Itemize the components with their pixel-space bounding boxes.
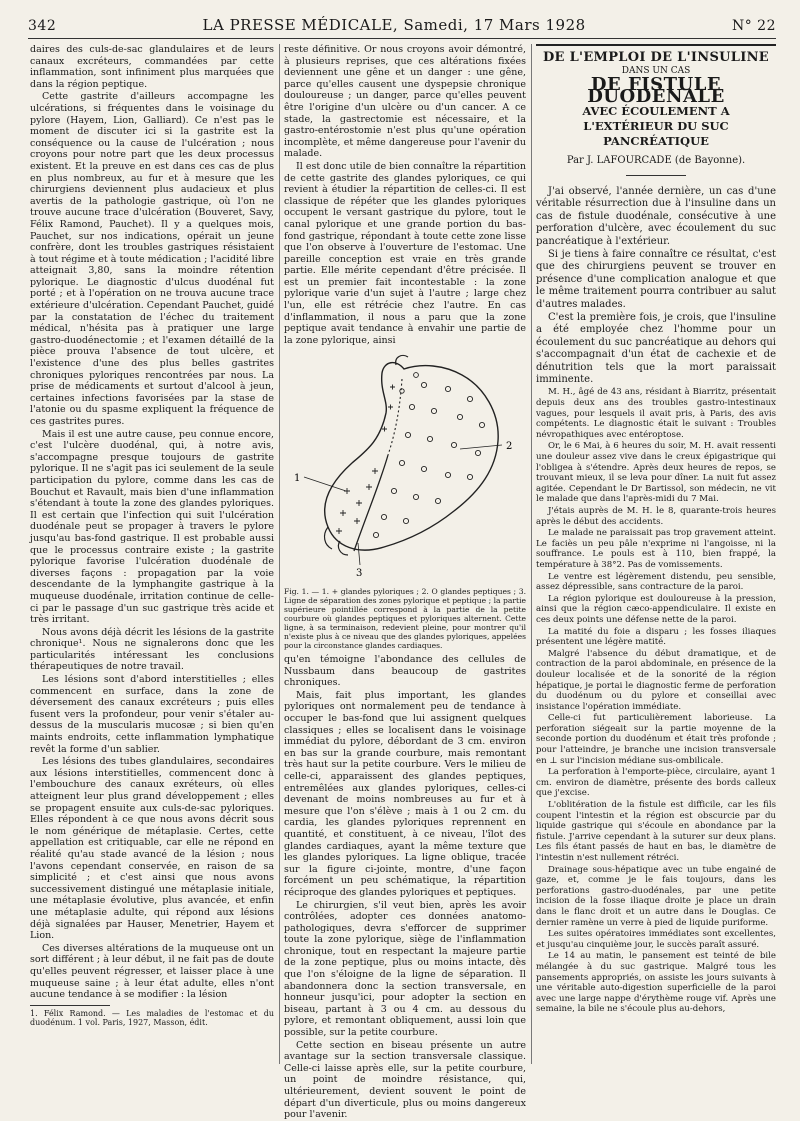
paragraph: Or, le 6 Mai, à 6 heures du soir, M. H. avait ressenti une douleur assez vive dans le creux épigastrique qui l'obligea à s'étendre. Après deux heures de repos, se trouvant mieux, il se leva pour dîner. La nuit fut assez agitée. Cependant le Dr Bartissol, son médecin, ne vit le malade que dans l'après-midi du 7 Mai. <box>536 441 776 505</box>
paragraph: Cette gastrite d'ailleurs accompagne les ulcérations, si fréquentes dans le voisinage du pylore (Hayem, Lion, Galliard). Ce n'est pas le moment de discuter ici si la gastrite est la conséquence ou la cause de l'ulcération ; nous croyons pour notre part que les deux processus existent. Et la preuve en est dans ces cas de plus en plus nombreux, au fur et à mesure que les chirurgiens deviennent plus audacieux et plus avertis de la pathologie gastrique, où l'on ne trouve aucune trace d'ulcération (Bouveret, Savy, Félix Ramond, Pauchet). Il y a quelques mois, Pauchet, sur nos indications, opérait un jeune confrère, dont les troubles gastriques résistaient à tout régime et à toute médication ; l'acidité libre atteignait 3,80, sans la moindre rétention pylorique. Le diagnostic d'ulcus duodénal fut porté ; et à l'opération on ne trouva aucune trace extérieure d'ulcération. Cependant Pauchet, guidé par la constatation de l'échec du traitement médical, n'hésita pas à pratiquer une large gastro-duodénectomie ; et l'examen détaillé de la pièce prouva l'absence de tout ulcère, et l'existence d'une des plus belles gastrites chroniques pyloriques rencontrées par nous. La prise de médicaments et surtout d'alcool à jeun, certaines infections favorisées par la stase de l'atonie ou du spasme expliquent la fréquence de ces gastrites pures. <box>30 91 274 427</box>
figure-label-3: 3 <box>356 568 363 580</box>
paragraph: Le malade ne paraissait pas trop gravement atteint. Le faciès un peu pâle n'exprime ni l'angoisse, ni la souffrance. Le pouls est à 110, bien frappé, la température à 38°2. Pas de vomissements. <box>536 528 776 570</box>
column-2 <box>284 44 526 1121</box>
article-subtitle: AVEC ÉCOULEMENT A L'EXTÉRIEUR DU SUC PANCRÉATIQUE <box>582 104 730 149</box>
paragraph: Mais il est une autre cause, peu connue encore, c'est l'ulcère duodénal, qui, à notre avis, s'accompagne presque toujours de gastrite pylorique. Il ne s'agit pas ici seulement de la seule participation du pylore, comme dans les cas de Bouchut et Ravault, mais bien d'une inflammation s'étendant à toute la zone des glandes pyloriques. Il est certain que l'infection qui suit l'ulcération duodénale peut se propager à travers le pylore jusqu'au bas-fond gastrique. Il est probable aussi que le processus contraire existe ; la gastrite pylorique favorise l'ulcération duodénale de diverses façons : propagation par la voie descendante de la lymphangite gastrique à la muqueuse duodénale, irritation continue de celle-ci par le passage d'un suc gastrique très acide et très irritant. <box>30 428 274 626</box>
paragraph: Il est donc utile de bien connaître la répartition de cette gastrite des glandes pyloriques, ce qui revient à étudier la répartition de celles-ci. Il est classique de répéter que les glandes pyloriques occupent le versant gastrique du pylore, tout le canal pylorique et une grande portion du bas-fond gastrique, répondant à toute cette zone lisse que l'on observe à l'ouverture de l'estomac. Une pareille conception est vraie en très grande partie. Elle mérite cependant d'être précisée. Il est un premier fait incontestable : la zone pylorique varie d'un sujet à l'autre ; large chez l'un, elle est rétrécie chez l'autre. En cas d'inflammation, il nous a paru que la zone peptique avait tendance à envahir une partie de la zone pylorique, ainsi <box>284 160 526 346</box>
paragraph: daires des culs-de-sac glandulaires et de leurs canaux excréteurs, commandées par cette inflammation, sont infiniment plus marquées que dans la région peptique. <box>30 44 274 90</box>
paragraph: La perforation à l'emporte-pièce, circulaire, ayant 1 cm. environ de diamètre, présente des bords calleux que j'excise. <box>536 767 776 799</box>
paragraph: Cette section en biseau présente un autre avantage sur la section transversale classique. Celle-ci laisse après elle, sur la petite courbure, un point de moindre résistance, qui, ultérieurement, devient souvent le point de départ d'un diverticule, plus ou moins dangereux pour l'avenir. <box>284 1039 526 1121</box>
issue-number: N° 22 <box>731 18 776 34</box>
footnote-rule <box>30 1005 110 1006</box>
leader-line-3 <box>358 543 360 565</box>
paragraph: C'est la première fois, je crois, que l'insuline a été employée chez l'homme pour un écoulement du suc pancréatique au dehors qui s'accompagnait d'un état de cachexie et de dénutrition tels que la mort paraissait imminente. <box>536 312 776 386</box>
footnote: 1. Félix Ramond. — Les maladies de l'estomac et du duodénum. 1 vol. Paris, 1927, Masson, édit. <box>30 1008 274 1028</box>
column-rule-2 <box>531 44 532 1064</box>
paragraph: Si je tiens à faire connaître ce résultat, c'est que des chirurgiens peuvent se trouver en présence d'une complication analogue et que le même traitement pourra contribuer au salut d'autres malades. <box>536 249 776 310</box>
article-author: Par J. LAFOURCADE (de Bayonne). <box>566 155 746 167</box>
paragraph: M. H., âgé de 43 ans, résidant à Biarritz, présentait depuis deux ans des troubles gastro-intestinaux vagues, pour lesquels il avait pris, à Paris, des avis compétents. Le diagnostic était le suivant : Troubles névropathiques avec entéroptose. <box>536 387 776 440</box>
paragraph: Le 14 au matin, le pansement est teinté de bile mélangée à du suc gastrique. Malgré tous les pansements appropriés, on assiste les jours suivants à une véritable auto-digestion superficielle de la paroi avec une large nappe d'érythème rouge vif. Après une semaine, la bile ne s'écoule plus au-dehors, <box>536 951 776 1015</box>
figure-caption: Fig. 1. — 1. + glandes pyloriques ; 2. O glandes peptiques ; 3. Ligne de séparation des zones pylorique et peptique ; la partie supérieure pointillée correspond à la partie de la petite courbure où glandes peptiques et pyloriques alternent. Cette ligne, à sa terminaison, redevient pleine, pour montrer qu'il n'existe plus à ce niveau que des glandes pyloriques, appelées pour la circonstance glandes cardiaques. <box>284 587 526 651</box>
paragraph: La région pylorique est douloureuse à la pression, ainsi que la région cæco-appendiculaire. Il existe en ces deux points une défense nette de la paroi. <box>536 593 776 625</box>
column-3 <box>536 44 776 1074</box>
stomach-figure <box>284 351 526 579</box>
figure-label-2: 2 <box>506 441 513 453</box>
paragraph: qu'en témoigne l'abondance des cellules de Nussbaum dans beaucoup de gastrites chroniques. <box>284 654 526 689</box>
paragraph: reste définitive. Or nous croyons avoir démontré, à plusieurs reprises, que ces altérations fixées deviennent une gêne et un danger : une gêne, parce qu'elles causent une dyspepsie chronique douloureuse ; un danger, parce qu'elles peuvent être l'origine d'un ulcère ou d'un cancer. A ce stade, la gastrectomie est nécessaire, et la gastro-entérostomie n'est plus qu'une opération incomplète, et même dangereuse pour l'avenir du malade. <box>284 44 526 160</box>
paragraph: Les suites opératoires immédiates sont excellentes, et jusqu'au cinquième jour, le succès paraît assuré. <box>536 929 776 950</box>
paragraph: L'oblitération de la fistule est difficile, car les fils coupent l'intestin et la région est obscurcie par du liquide gastrique qui s'écoule en abondance par la fistule. J'arrive cependant à la suturer sur deux plans. Les fils étant passés de haut en bas, le diamètre de l'intestin n'est nullement rétréci. <box>536 800 776 863</box>
paragraph: La matité du foie a disparu ; les fosses iliaques présentent une légère matité. <box>536 626 776 648</box>
leader-line-1 <box>304 477 346 491</box>
article-top-rule <box>536 44 776 46</box>
paragraph: Les lésions des tubes glandulaires, secondaires aux lésions interstitielles, commencent donc à l'embouchure des canaux exréteurs, où elles atteignent leur plus grand développement ; elles se propagent ensuite aux culs-de-sac pyloriques. Elles répondent à ce que nous avons décrit sous le nom générique de métaplasie. Certes, cette appellation est critiquable, car elle ne répond en réalité qu'au stade avancé de la lésion ; nous l'avons cependant conservée, en raison de sa simplicité ; et c'est ainsi que nous avons successivement distingué une métaplasie initiale, une métaplasie évolutive, plus avancée, et enfin une métaplasie adulte, qui répond aux lésions déjà signalées par Hauser, Menetrier, Hayem et Lion. <box>30 756 274 942</box>
paragraph: Le ventre est légèrement distendu, peu sensible, assez dépressible, sans contracture de la paroi. <box>536 571 776 593</box>
page-header <box>28 16 776 39</box>
page-number: 342 <box>28 18 57 34</box>
paragraph: J'ai observé, l'année dernière, un cas d'une véritable résurrection due à l'insuline dans un cas de fistule duodénale, consécutive à une perforation d'ulcère, avec écoulement du suc pancréatique à l'extérieur. <box>536 185 776 247</box>
journal-date: LA PRESSE MÉDICALE, Samedi, 17 Mars 1928 <box>202 16 586 34</box>
article-title-line-1: DE L'EMPLOI DE L'INSULINE <box>542 50 769 65</box>
stomach-outline <box>325 363 498 550</box>
paragraph: Celle-ci fut particulièrement laborieuse. La perforation siégeait sur la partie moyenne de la seconde portion du duodénum et était très profonde ; pour l'atteindre, je branche une incision transversale en ⊥ sur l'incision médiane sus-ombilicale. <box>536 713 776 766</box>
paragraph: Drainage sous-hépatique avec un tube engainé de gaze, et, comme je le fais toujours, dans les perforations gastro-duodénales, par une petite incision de la fosse iliaque droite je place un drain dans le flanc droit et un autre dans le Douglas. Ce dernier ramène un verre à pied de liquide puriforme. <box>536 864 776 928</box>
paragraph: Malgré l'absence du début dramatique, et de contraction de la paroi abdominale, en présence de la douleur localisée et de la sonorité de la région hépatique, je portai le diagnostic ferme de perforation du duodénum ou du pylore et conseillai avec insistance l'opération immédiate. <box>536 648 776 712</box>
paragraph: Le chirurgien, s'il veut bien, après les avoir contrôlées, adopter ces données anatomo-pathologiques, devra s'efforcer de supprimer toute la zone pylorique, siège de l'inflammation chronique, tout en respectant la majeure partie de la zone peptique, plus ou moins intacte, dès que l'on s'éloigne de la ligne de séparation. Il abandonnera donc la section transversale, en honneur jusqu'ici, pour adopter la section en biseau, partant à 3 ou 4 cm. au dessous du pylore, et remontant obliquement, aussi loin que possible, sur la petite courbure. <box>284 899 526 1039</box>
paragraph: Les lésions sont d'abord interstitielles ; elles commencent en surface, dans la zone de déversement des canaux excréteurs ; puis elles fusent vers la profondeur, pour venir s'étaler au-dessus de la muscularis mucosæ ; si bien qu'en maints endroits, cette inflammation lymphatique revêt la forme d'un sablier. <box>30 674 274 755</box>
article-title-line-2: DANS UN CAS <box>621 65 691 76</box>
paragraph: Ces diverses altérations de la muqueuse ont un sort différent ; à leur début, il ne fait pas de doute qu'elles peuvent régresser, et laisser place à une muqueuse saine ; à leur état adulte, elles n'ont aucune tendance à se modifier : la lésion <box>30 942 274 1001</box>
article-title-main: DE FISTULE DUODÉNALE <box>587 74 725 107</box>
paragraph: J'étais auprès de M. H. le 8, quarante-trois heures après le début des accidents. <box>536 506 776 527</box>
peptic-glands <box>373 373 484 538</box>
column-1 <box>30 44 274 1064</box>
author-rule <box>626 175 686 176</box>
paragraph: Nous avons déjà décrit les lésions de la gastrite chronique¹. Nous ne signalerons donc que les particularités intéressant les conclusions thérapeutiques de notre travail. <box>30 626 274 673</box>
paragraph: Mais, fait plus important, les glandes pyloriques ont normalement peu de tendance à occuper le bas-fond que lui assignent quelques classiques ; elles se localisent dans le voisinage immédiat du pylore, débordant de 3 cm. environ en bas sur la grande courbure, mais remontant très haut sur la petite courbure. Vers le milieu de celle-ci, apparaissent des glandes peptiques, entremêlées aux glandes pyloriques, celles-ci devenant de moins nombreuses au fur et à mesure que l'on s'élève ; mais à 1 ou 2 cm. du cardia, les glandes pyloriques reprennent en quantité, et constituent, à ce niveau, l'îlot des glandes cardiaques, ayant la même texture que les glandes pyloriques. La ligne oblique, tracée sur la figure ci-jointe, montre, d'une façon forcément un peu schématique, la répartition réciproque des glandes pyloriques et peptiques. <box>284 689 526 898</box>
figure-label-1: 1 <box>294 473 301 485</box>
column-rule-1 <box>279 44 280 1064</box>
leader-line-2 <box>460 445 502 449</box>
